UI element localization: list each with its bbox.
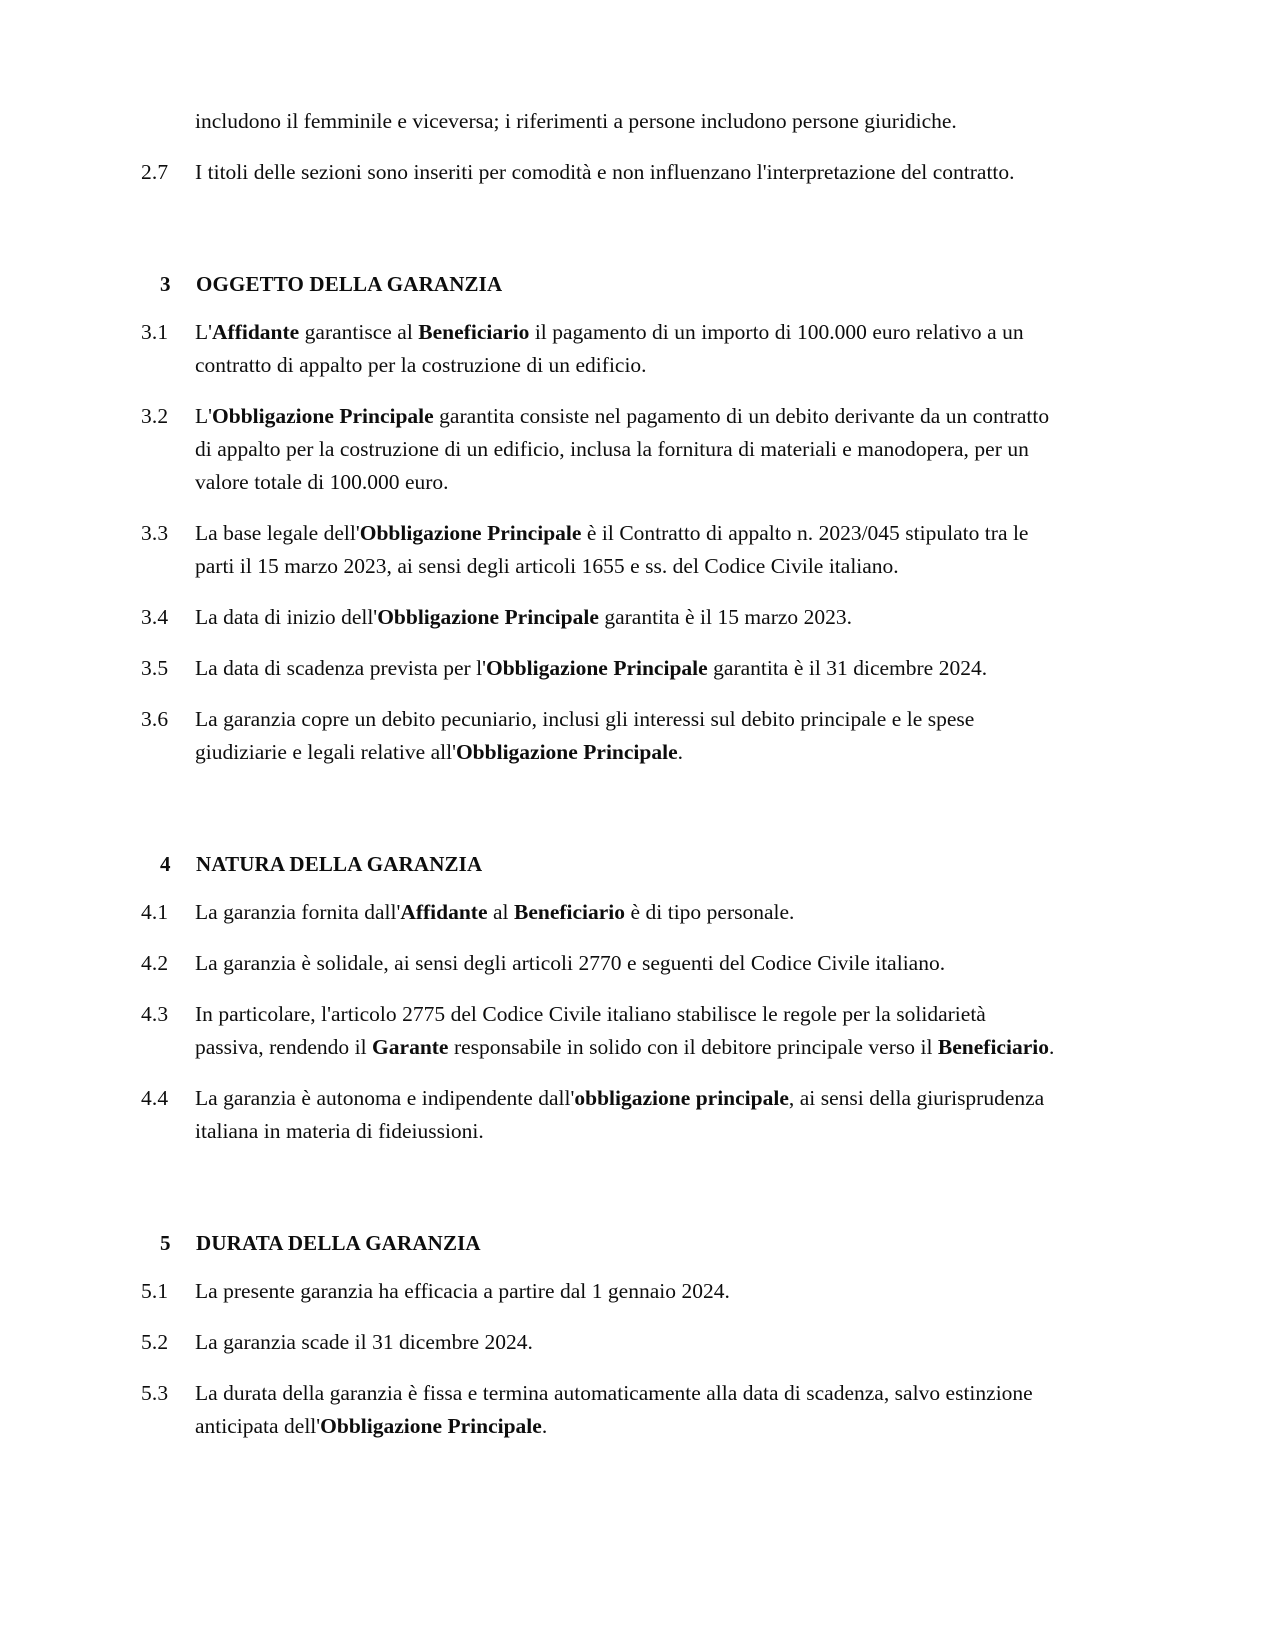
clause-text	[195, 316, 1055, 382]
clause-4-4	[141, 1082, 1055, 1148]
clause-run: In particolare, l'articolo 2775 del Codice Civile italiano stabilisce le regole per la solidarietà passiva, rendendo il	[195, 1002, 986, 1059]
clause-number: 4.1	[141, 900, 169, 924]
clause-run: L'	[195, 404, 213, 428]
clause-text	[195, 1082, 1055, 1148]
section-title: DURATA DELLA GARANZIA	[196, 1231, 481, 1255]
clause-text	[195, 703, 1055, 769]
clause-text	[195, 998, 1055, 1064]
clause-run: .	[677, 740, 683, 764]
clause-4-3	[141, 998, 1055, 1064]
clause-3-5	[141, 652, 1055, 685]
clause-run: .	[541, 1414, 548, 1438]
clause-3-4	[141, 601, 1055, 634]
heading-spacer	[141, 1258, 1055, 1275]
defined-term: Beneficiario	[418, 320, 530, 344]
clause-run: La garanzia copre un debito pecuniario, inclusi gli interessi sul debito principale e le spese giudiziarie e legali relative all'	[195, 707, 975, 764]
clause-run: garantita è il 31 dicembre 2024.	[707, 656, 988, 680]
clause-run: La garanzia è solidale, ai sensi degli articoli 2770 e seguenti del Codice Civile italiano.	[195, 951, 946, 975]
defined-term: Garante	[372, 1035, 449, 1059]
section-heading-4	[141, 849, 1055, 879]
section-spacer	[141, 207, 1055, 269]
section-number: 5	[160, 1231, 171, 1255]
clause-number: 3.3	[141, 521, 169, 545]
clause-run: La garanzia scade il 31 dicembre 2024.	[195, 1330, 533, 1354]
defined-term: Affidante	[212, 320, 300, 344]
clause-number: 4.3	[141, 1002, 169, 1026]
defined-term: Obbligazione Principale	[377, 605, 599, 629]
clause-number: 4.4	[141, 1086, 169, 1110]
clause-run: La data di inizio dell'	[195, 605, 378, 629]
clause-run: garantisce al	[299, 320, 419, 344]
clause-number: 3.5	[141, 656, 169, 680]
clause-number: 5.1	[141, 1279, 169, 1303]
clause-run: La base legale dell'	[195, 521, 360, 545]
defined-term: Beneficiario	[513, 900, 626, 924]
clause-3-6	[141, 703, 1055, 769]
clause-run: al	[487, 900, 514, 924]
clause-text	[195, 601, 1055, 634]
clause-text	[195, 652, 1055, 685]
section-spacer	[141, 1166, 1055, 1228]
defined-term: obbligazione principale	[574, 1086, 789, 1110]
clause-run: garantita è il 15 marzo 2023.	[598, 605, 853, 629]
clause-2-7	[141, 156, 1055, 189]
clause-number: 4.2	[141, 951, 169, 975]
clause-3-1	[141, 316, 1055, 382]
clause-run: La durata della garanzia è fissa e termina automaticamente alla data di scadenza, salvo estinzione anticipata dell'	[195, 1381, 1033, 1438]
section-heading-3	[141, 269, 1055, 299]
clause-5-3	[141, 1377, 1055, 1443]
clause-text	[195, 1377, 1055, 1443]
defined-term: Affidante	[400, 900, 488, 924]
clause-run: La presente garanzia ha efficacia a partire dal 1 gennaio 2024.	[195, 1279, 730, 1303]
section-number: 4	[160, 852, 171, 876]
defined-term: Obbligazione Principale	[455, 740, 678, 764]
clause-text	[195, 517, 1055, 583]
clause-4-1	[141, 896, 1055, 929]
heading-spacer	[141, 879, 1055, 896]
clause-number: 5.3	[141, 1381, 169, 1405]
clause-run: garantita consiste nel pagamento di un debito derivante da un contratto di appalto per la costruzione di un edificio, inclusa la fornitura di materiali e manodopera, per un valore totale di 100.000 euro.	[195, 404, 1050, 494]
clause-number: 5.2	[141, 1330, 169, 1354]
defined-term: Obbligazione Principale	[212, 404, 434, 428]
clause-run: La data di scadenza prevista per l'	[195, 656, 486, 680]
clause-number: 2.7	[141, 160, 169, 184]
defined-term: Beneficiario	[937, 1035, 1049, 1059]
clause-number: 3.2	[141, 404, 169, 428]
defined-term: Obbligazione Principale	[486, 656, 708, 680]
clause-run: , ai sensi della giurisprudenza italiana in materia di fideiussioni.	[195, 1086, 1045, 1143]
continuation-paragraph: includono il femminile e viceversa; i riferimenti a persone includono persone giuridiche.	[195, 109, 957, 133]
clause-4-2	[141, 947, 1055, 980]
defined-term: Obbligazione Principale	[359, 521, 582, 545]
sections-container	[141, 207, 1055, 1443]
section-heading-5	[141, 1228, 1055, 1258]
defined-term: Obbligazione Principale	[320, 1414, 542, 1438]
clause-run: è il Contratto di appalto n. 2023/045 stipulato tra le parti il 15 marzo 2023, ai sensi degli articoli 1655 e ss. del Codice Civile italiano.	[195, 521, 1029, 578]
clause-text	[195, 400, 1055, 499]
clause-text	[195, 1326, 1055, 1359]
clause-run: il pagamento di un importo di 100.000 euro relativo a un contratto di appalto per la costruzione di un edificio.	[195, 320, 1024, 377]
clause-run: La garanzia fornita dall'	[195, 900, 401, 924]
clause-3-2	[141, 400, 1055, 499]
section-number: 3	[160, 272, 171, 296]
clause-run: L'	[195, 320, 213, 344]
clause-5-1	[141, 1275, 1055, 1308]
section-title: NATURA DELLA GARANZIA	[196, 852, 483, 876]
clause-text: I titoli delle sezioni sono inseriti per comodità e non influenzano l'interpretazione del contratto.	[195, 160, 1015, 184]
clause-5-2	[141, 1326, 1055, 1359]
clause-text	[195, 1275, 1055, 1308]
clause-run: è di tipo personale.	[625, 900, 795, 924]
clause-number: 3.6	[141, 707, 169, 731]
section-title: OGGETTO DELLA GARANZIA	[196, 272, 503, 296]
clause-run: La garanzia è autonoma e indipendente dall'	[195, 1086, 575, 1110]
clause-run: .	[1048, 1035, 1055, 1059]
clause-3-3	[141, 517, 1055, 583]
clause-number: 3.4	[141, 605, 169, 629]
heading-spacer	[141, 299, 1055, 316]
clause-text	[195, 896, 1055, 929]
clause-run: responsabile in solido con il debitore principale verso il	[448, 1035, 938, 1059]
clause-text	[195, 947, 1055, 980]
section-spacer	[141, 787, 1055, 849]
clause-number: 3.1	[141, 320, 169, 344]
